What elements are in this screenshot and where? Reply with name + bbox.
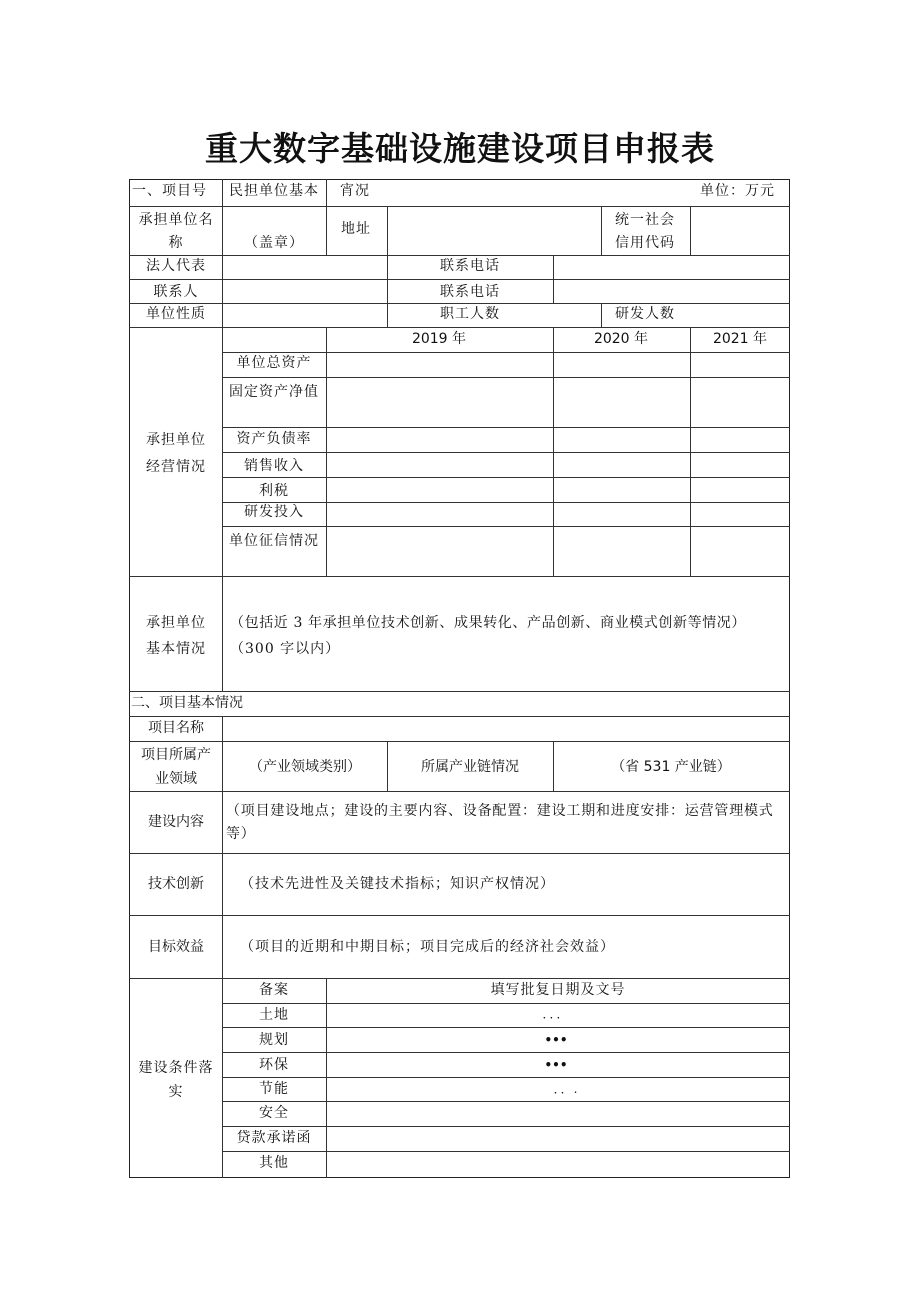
grid-line xyxy=(129,791,790,792)
grid-line xyxy=(690,206,691,255)
grid-line xyxy=(222,576,223,691)
condition-item: 安全 xyxy=(259,1105,289,1121)
conditions-label-cont: 实 xyxy=(168,1084,184,1100)
basic-info-note: （包括近 3 年承担单位技术创新、成果转化、产品创新、商业模式创新等情况） xyxy=(230,615,747,631)
basic-info-label-cont: 基本情况 xyxy=(146,641,206,657)
finance-row-label: 销售收入 xyxy=(244,458,304,474)
legal-rep-label: 法人代表 xyxy=(146,258,206,274)
industry-label-cont: 业领域 xyxy=(155,771,197,787)
condition-value: ．．. xyxy=(553,1082,579,1096)
grid-line xyxy=(129,978,790,979)
grid-line xyxy=(129,576,790,577)
section1-header-mid: 民担单位基本 xyxy=(229,183,319,199)
seal-note: （盖章） xyxy=(244,235,304,251)
grid-line xyxy=(222,978,223,1178)
condition-value: ••• xyxy=(544,1033,568,1047)
unit-label: 单位：万元 xyxy=(700,183,775,199)
grid-line xyxy=(601,206,602,255)
grid-line xyxy=(222,526,790,527)
grid-line xyxy=(222,452,790,453)
grid-line xyxy=(553,741,554,791)
chain-note: （省 531 产业链） xyxy=(611,759,731,775)
page-title: 重大数字基础设施建设项目申报表 xyxy=(205,129,715,168)
basic-info-note-limit: （300 字以内） xyxy=(230,641,341,657)
finance-row-label: 研发投入 xyxy=(244,504,304,520)
grid-line xyxy=(222,327,223,576)
phone-label: 联系电话 xyxy=(440,258,500,274)
project-name-label: 项目名称 xyxy=(148,720,204,736)
grid-line xyxy=(326,206,327,255)
company-name-label-cont: 称 xyxy=(168,235,184,251)
condition-value: ••• xyxy=(544,1058,568,1072)
section1-header: 一、项目号 xyxy=(132,183,207,199)
grid-line xyxy=(222,179,223,327)
grid-line xyxy=(222,1101,790,1102)
rd-staff-label: 研发人数 xyxy=(615,306,675,322)
grid-line xyxy=(326,179,327,206)
address-label: 地址 xyxy=(341,221,371,237)
grid-line xyxy=(129,716,790,717)
grid-line xyxy=(129,915,790,916)
grid-line xyxy=(222,1126,790,1127)
grid-line xyxy=(222,502,790,503)
condition-item: 规划 xyxy=(259,1032,289,1048)
grid-line xyxy=(222,427,790,428)
credit-code-label-cont: 信用代码 xyxy=(615,235,675,251)
finance-row-label: 单位总资产 xyxy=(236,355,312,371)
grid-line xyxy=(690,327,691,576)
operations-label-cont: 经营情况 xyxy=(146,459,206,475)
contact-label: 联系人 xyxy=(153,284,199,300)
finance-row-label: 固定资产净值 xyxy=(229,384,319,400)
grid-line xyxy=(129,741,790,742)
condition-value: ．．． xyxy=(542,1007,570,1021)
section2-header: 二、项目基本情况 xyxy=(131,695,243,711)
grid-line xyxy=(222,716,223,978)
year-header: 2021 年 xyxy=(712,331,768,347)
finance-row-label: 单位征信情况 xyxy=(229,533,319,549)
conditions-header: 填写批复日期及文号 xyxy=(490,982,626,998)
grid-line xyxy=(222,1151,790,1152)
grid-line xyxy=(222,1003,790,1004)
content-label: 建设内容 xyxy=(148,814,204,830)
content-note: （项目建设地点；建设的主要内容、设备配置：建设工期和进度安排：运营管理模式等） xyxy=(226,803,774,842)
grid-line xyxy=(129,691,790,692)
benefit-label: 目标效益 xyxy=(148,939,204,955)
credit-code-label: 统一社会 xyxy=(615,212,675,228)
grid-line xyxy=(129,853,790,854)
conditions-label: 建设条件落 xyxy=(138,1060,214,1076)
grid-line xyxy=(222,352,790,353)
year-header: 2020 年 xyxy=(593,331,649,347)
grid-line xyxy=(553,327,554,576)
grid-line xyxy=(222,1077,790,1078)
phone-label: 联系电话 xyxy=(440,284,500,300)
year-header: 2019 年 xyxy=(411,331,467,347)
benefit-note: （项目的近期和中期目标；项目完成后的经济社会效益） xyxy=(240,939,615,955)
grid-line xyxy=(553,255,554,303)
operations-label: 承担单位 xyxy=(146,432,206,448)
finance-row-label: 利税 xyxy=(259,483,289,499)
grid-line xyxy=(222,377,790,378)
basic-info-label: 承担单位 xyxy=(146,615,206,631)
chain-label: 所属产业链情况 xyxy=(421,759,519,775)
grid-line xyxy=(222,1052,790,1053)
grid-line xyxy=(222,477,790,478)
condition-item: 备案 xyxy=(259,982,289,998)
company-name-label: 承担单位名 xyxy=(138,212,214,228)
condition-item: 环保 xyxy=(259,1057,289,1073)
section1-header-tail: 宵况 xyxy=(340,183,370,199)
grid-line xyxy=(222,1027,790,1028)
grid-line xyxy=(387,206,388,327)
grid-line xyxy=(129,255,790,256)
grid-line xyxy=(326,327,327,576)
grid-line xyxy=(601,303,602,327)
condition-item: 贷款承诺函 xyxy=(236,1130,312,1146)
industry-note: （产业领域类别） xyxy=(249,759,361,775)
innovation-note: （技术先进性及关键技术指标；知识产权情况） xyxy=(240,876,555,892)
grid-line xyxy=(129,279,790,280)
industry-label: 项目所属产 xyxy=(141,747,211,763)
unit-nature-label: 单位性质 xyxy=(146,306,206,322)
grid-line xyxy=(129,303,790,304)
condition-item: 节能 xyxy=(259,1081,289,1097)
grid-line xyxy=(326,978,327,1178)
innovation-label: 技术创新 xyxy=(148,876,204,892)
employees-label: 职工人数 xyxy=(440,306,500,322)
finance-row-label: 资产负债率 xyxy=(236,431,312,447)
grid-line xyxy=(387,741,388,791)
condition-item: 其他 xyxy=(259,1155,289,1171)
condition-item: 土地 xyxy=(259,1007,289,1023)
